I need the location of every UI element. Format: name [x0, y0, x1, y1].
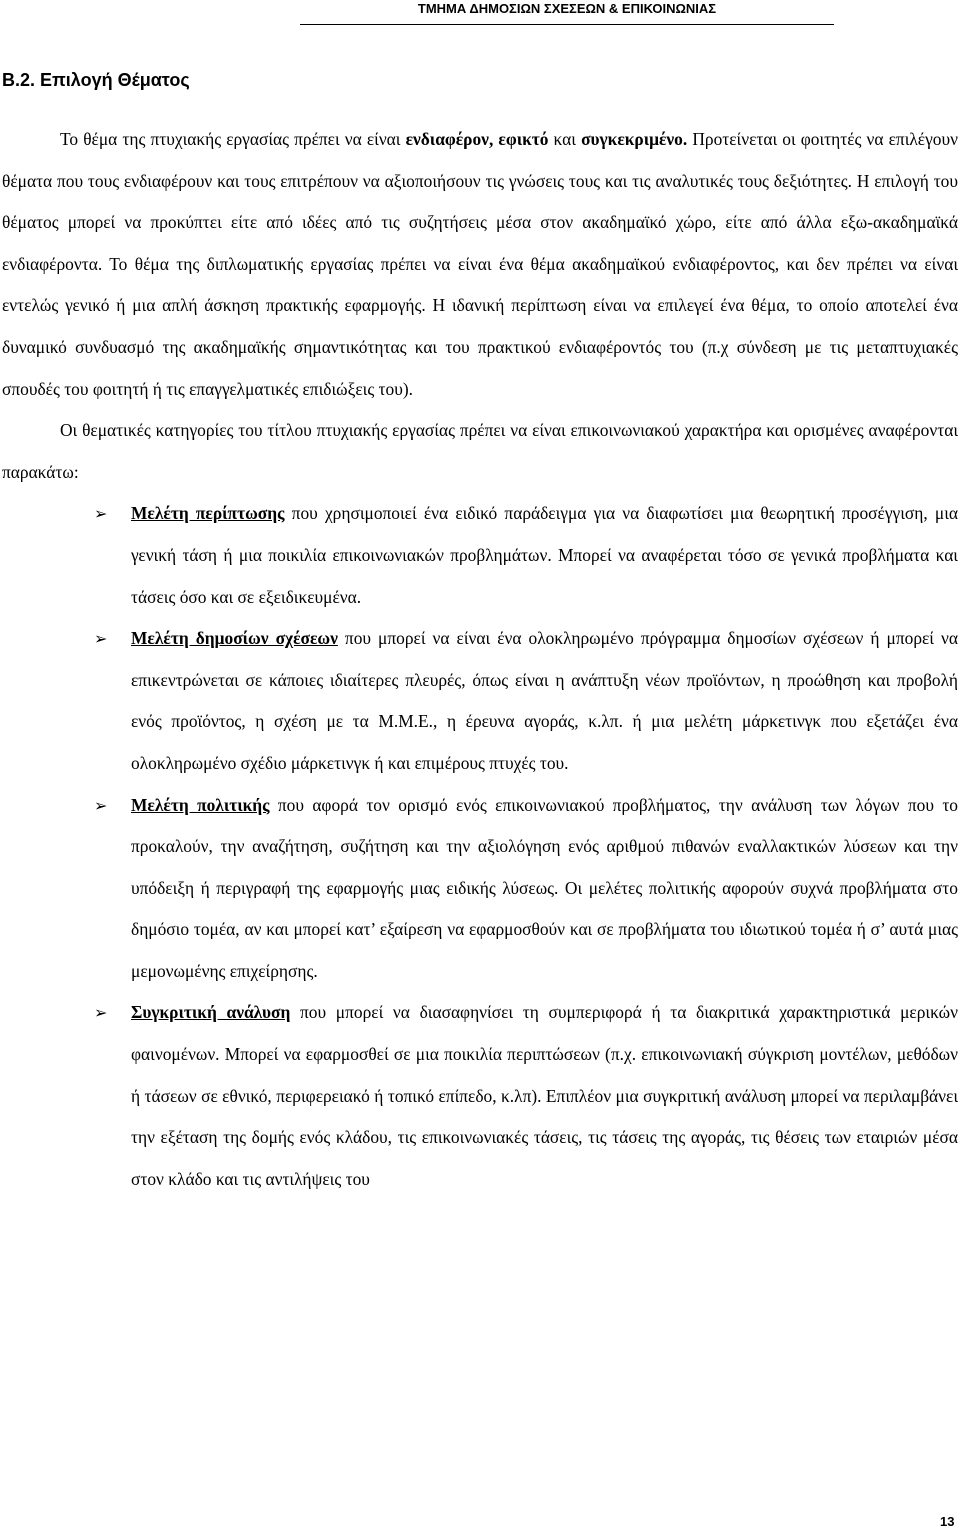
running-header: ΤΜΗΜΑ ΔΗΜΟΣΙΩΝ ΣΧΕΣΕΩΝ & ΕΠΙΚΟΙΝΩΝΙΑΣ	[300, 0, 834, 25]
arrow-bullet-icon: ➢	[94, 795, 108, 815]
p1-bold-2: συγκεκριμένο.	[581, 129, 688, 149]
category-description: που μπορεί να διασαφηνίσει τη συμπεριφορά ή τα διακριτικά χαρακτηριστικά μερικών φαινομένων. Μπορεί να εφαρμοσθεί σε μια ποικιλία περιπτώσεων (π.χ. επικοινωνιακή σύγκριση μοντέλων, μεθόδων ή τάσεων σε εθνικό, περιφερειακό ή τοπικό επίπεδο, κ.λπ). Επιπλέον μια συγκριτική ανάλυση μπορεί να περιλαμβάνει την εξέταση της δομής ενός κλάδου, τις επικοινωνιακές τάσεις, τις τάσεις της αγοράς, τις θέσεις των εταιριών μέσα στον κλάδο και τις αντιλήψεις του	[131, 1002, 958, 1189]
category-term: Συγκριτική ανάλυση	[131, 1002, 291, 1023]
p1-mid: και	[548, 129, 582, 149]
page-number: 13	[940, 1514, 955, 1529]
arrow-bullet-icon: ➢	[94, 1003, 108, 1023]
section-heading: Β.2. Επιλογή Θέματος	[2, 70, 190, 90]
category-list	[2, 493, 958, 1200]
arrow-bullet-icon: ➢	[94, 504, 108, 524]
p1-bold-1: ενδιαφέρον, εφικτό	[405, 129, 549, 149]
category-description: που χρησιμοποιεί ένα ειδικό παράδειγμα για να διαφωτίσει μια θεωρητική προσέγγιση, μια γενική τάση ή μια ποικιλία επικοινωνιακών προβλημάτων. Μπορεί να αναφέρεται τόσο σε γενικά προβλήματα και τάσεις όσο και σε εξειδικευμένα.	[131, 503, 958, 607]
list-item	[2, 992, 958, 1200]
category-description: που μπορεί να είναι ένα ολοκληρωμένο πρόγραμμα δημοσίων σχέσεων ή μπορεί να επικεντρώνεται σε κάποιες ιδιαίτερες πλευρές, όπως είναι η ανάπτυξη νέων προϊόντων, η προώθηση και προβολή ενός προϊόντος, η σχέση με τα Μ.Μ.Ε., η έρευνα αγοράς, κ.λπ. ή μια μελέτη μάρκετινγκ που εξετάζει ένα ολοκληρωμένο σχέδιο μάρκετινγκ ή και επιμέρους πτυχές του.	[131, 628, 958, 773]
category-term: Μελέτη περίπτωσης	[131, 503, 285, 524]
body-text	[2, 119, 958, 1200]
p1-rest: Προτείνεται οι φοιτητές να επιλέγουν θέματα που τους ενδιαφέρουν και τους επιτρέπουν να αξιοποιήσουν τις γνώσεις τους και τις αναλυτικές τους δεξιότητες. Η επιλογή του θέματος μπορεί να προκύπτει είτε από ιδέες από τις συζητήσεις μέσα στον ακαδημαϊκό χώρο, είτε από άλλα εξω-ακαδημαϊκά ενδιαφέροντα. Το θέμα της διπλωματικής εργασίας πρέπει να είναι ένα θέμα ακαδημαϊκού ενδιαφέροντος, και δεν πρέπει να είναι εντελώς γενικό ή μια απλή άσκηση πρακτικής εφαρμογής. Η ιδανική περίπτωση είναι να επιλεγεί ένα θέμα, το οποίο αποτελεί ένα δυναμικό συνδυασμό της ακαδημαϊκής σημαντικότητας και του πρακτικού ενδιαφέροντός του (π.χ σύνδεση με τις μεταπτυχιακές σπουδές του φοιτητή ή τις επαγγελματικές επιδιώξεις του).	[2, 129, 958, 399]
category-description: που αφορά τον ορισμό ενός επικοινωνιακού προβλήματος, την ανάλυση των λόγων που το προκαλούν, την αναζήτηση, συζήτηση και την αξιολόγηση ενός αριθμού πιθανών εναλλακτικών λύσεων και την υπόδειξη ή περιγραφή της εφαρμογής μιας ειδικής λύσεως. Οι μελέτες πολιτικής αφορούν συχνά προβλήματα στο δημόσιο τομέα, αν και μπορεί κατ’ εξαίρεση να εφαρμοσθούν και σε προβλήματα του ιδιωτικού τομέα ή σ’ αυτά μιας μεμονωμένης επιχείρησης.	[131, 794, 958, 981]
list-item	[2, 618, 958, 784]
arrow-bullet-icon: ➢	[94, 629, 108, 649]
category-term: Μελέτη δημοσίων σχέσεων	[131, 628, 338, 649]
list-item	[2, 493, 958, 618]
paragraph-topic-selection	[2, 119, 958, 410]
category-term: Μελέτη πολιτικής	[131, 794, 270, 815]
p1-intro: Το θέμα της πτυχιακής εργασίας πρέπει να είναι	[60, 129, 406, 149]
list-item	[2, 785, 958, 993]
paragraph-categories-intro: Οι θεματικές κατηγορίες του τίτλου πτυχιακής εργασίας πρέπει να είναι επικοινωνιακού χαρακτήρα και ορισμένες αναφέρονται παρακάτω:	[2, 420, 958, 482]
